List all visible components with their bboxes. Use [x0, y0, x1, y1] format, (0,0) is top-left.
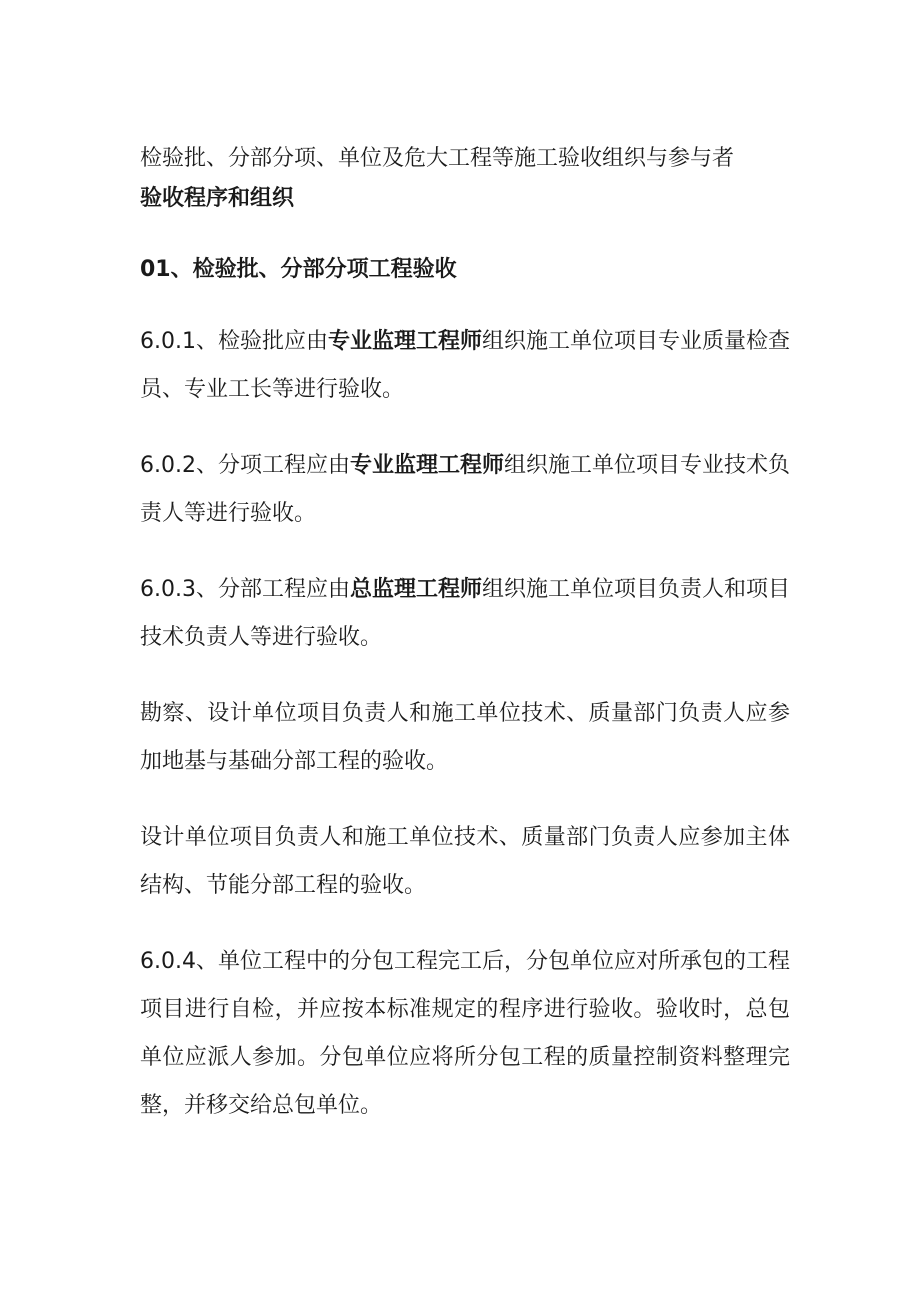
paragraph-6-0-2	[140, 442, 790, 538]
paragraph-design-unit: 设计单位项目负责人和施工单位技术、质量部门负责人应参加主体结构、节能分部工程的验收。	[140, 825, 790, 898]
document-content	[140, 138, 790, 1130]
paragraph-bold-role: 专业监理工程师	[349, 453, 504, 478]
paragraph-6-0-1	[140, 318, 790, 414]
paragraph-6-0-4: 6.0.4、单位工程中的分包工程完工后，分包单位应对所承包的工程项目进行自检，并应按本标准规定的程序进行验收。验收时，总包单位应派人参加。分包单位应将所分包工程的质量控制资料整理完整，并移交给总包单位。	[140, 949, 790, 1118]
paragraph-suffix: 组织施工单位项目专业技术负责人等进行验收。	[140, 453, 791, 526]
paragraph-prefix: 6.0.3、分部工程应由	[140, 577, 350, 602]
paragraph-survey-design: 勘察、设计单位项目负责人和施工单位技术、质量部门负责人应参加地基与基础分部工程的验收。	[140, 701, 790, 774]
paragraph-suffix: 组织施工单位项目专业质量检查员、专业工长等进行验收。	[140, 329, 791, 402]
paragraph-bold-role: 专业监理工程师	[327, 329, 482, 354]
paragraph-6-0-3	[140, 566, 790, 662]
paragraph-bold-role: 总监理工程师	[349, 577, 482, 602]
paragraph-prefix: 6.0.2、分项工程应由	[140, 453, 350, 478]
document-subtitle: 验收程序和组织	[140, 186, 295, 211]
section-heading: 01、检验批、分部分项工程验收	[140, 257, 457, 282]
paragraph-suffix: 组织施工单位项目负责人和项目技术负责人等进行验收。	[140, 577, 791, 650]
document-title: 检验批、分部分项、单位及危大工程等施工验收组织与参与者	[140, 146, 735, 171]
paragraph-prefix: 6.0.1、检验批应由	[140, 329, 328, 354]
